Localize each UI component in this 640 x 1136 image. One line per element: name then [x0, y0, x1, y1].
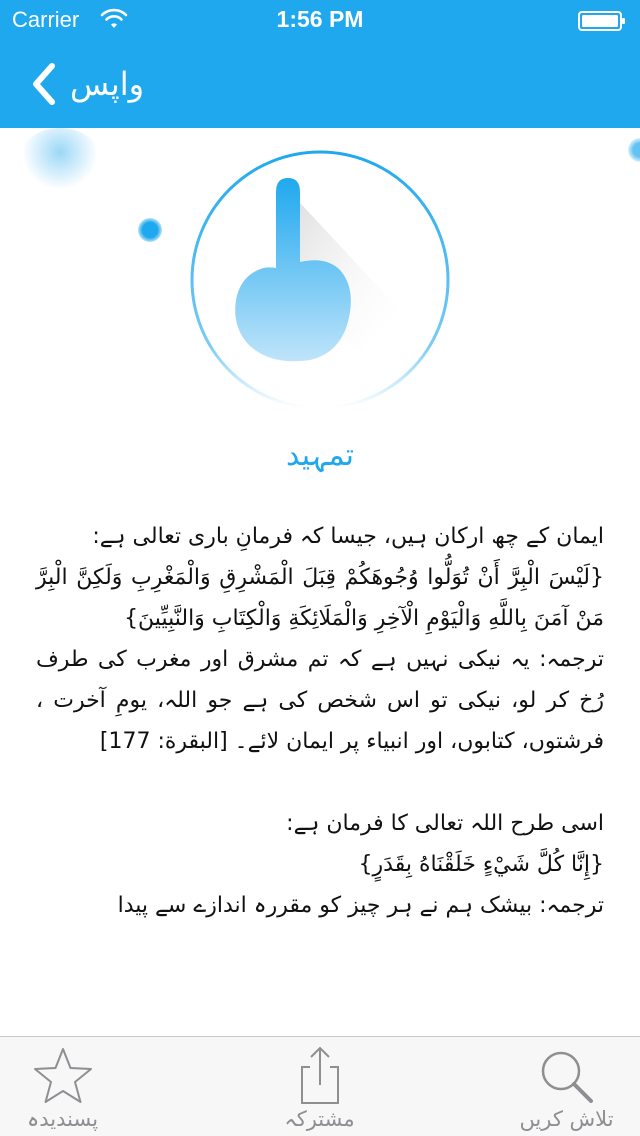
- paragraph: ایمان کے چھ ارکان ہیں، جیسا کہ فرمانِ باری تعالی ہے:: [92, 524, 604, 549]
- tab-share-label: مشترکہ: [284, 1107, 355, 1131]
- quran-verse: {لَيْسَ الْبِرَّ أَنْ تُوَلُّوا وُجُوهَكُمْ قِبَلَ الْمَشْرِقِ وَالْمَغْرِبِ وَلَكِنَّ الْبِرَّ مَنْ آمَنَ بِاللَّهِ وَالْيَوْمِ الْآخِرِ وَالْمَلَائِكَةِ وَالْكِتَابِ وَالنَّبِيِّينَ}: [36, 565, 604, 631]
- clock: 1:56 PM: [276, 6, 364, 32]
- star-icon: [31, 1045, 95, 1107]
- search-icon: [535, 1045, 599, 1107]
- decorative-dot: [628, 138, 640, 162]
- status-bar: [0, 0, 640, 40]
- carrier-label: Carrier: [12, 7, 80, 32]
- tab-favorites-label: پسندیدہ: [26, 1107, 99, 1131]
- paragraph: اسی طرح اللہ تعالی کا فرمان ہے:: [286, 811, 604, 836]
- decorative-blob: [20, 128, 100, 188]
- share-icon: [288, 1045, 352, 1107]
- navigation-bar: [0, 40, 640, 128]
- tab-bar: [0, 1036, 640, 1136]
- translation: ترجمہ: بیشک ہم نے ہر چیز کو مقررہ اندازے سے پیدا: [117, 893, 604, 918]
- battery-icon: [578, 11, 626, 31]
- pointing-finger-icon: [170, 140, 470, 410]
- chevron-left-icon: [30, 62, 58, 106]
- quran-verse: {إِنَّا كُلَّ شَيْءٍ خَلَقْنَاهُ بِقَدَرٍ}: [358, 852, 604, 877]
- back-label: واپس: [70, 65, 145, 103]
- article-body: [36, 516, 604, 926]
- tab-favorites[interactable]: [0, 1037, 169, 1136]
- tab-search[interactable]: [460, 1037, 640, 1136]
- paragraph-spacer: [36, 762, 604, 803]
- translation: ترجمہ: یہ نیکی نہیں ہے کہ تم مشرق اور مغرب کی طرف رُخ کر لو، نیکی تو اس شخص کی ہے جو اللہ، یومِ آخرت ، فرشتوں، کتابوں، اور انبیاء پر ایمان لائے۔ [البقرة: 177]: [36, 647, 604, 754]
- back-button[interactable]: [30, 60, 160, 108]
- tab-share[interactable]: [213, 1037, 426, 1136]
- section-title: تمہید: [285, 438, 355, 473]
- tab-search-label: تلاش کریں: [519, 1107, 614, 1131]
- decorative-dot: [138, 218, 162, 242]
- content-scroll-area[interactable]: [0, 128, 640, 1036]
